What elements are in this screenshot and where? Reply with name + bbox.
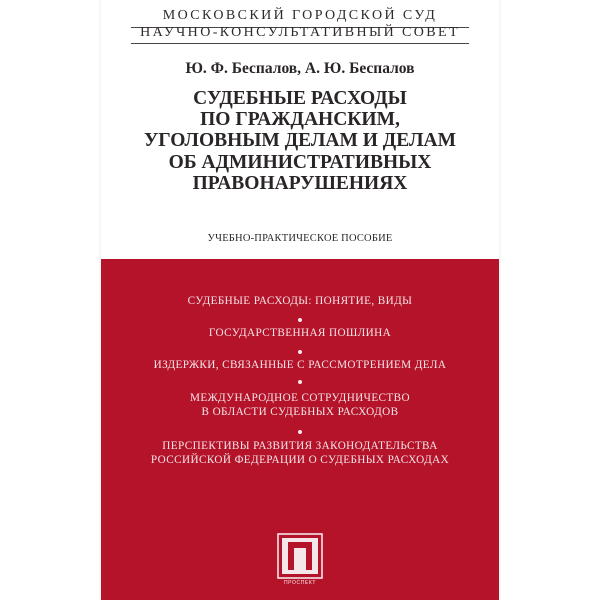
topic-item: МЕЖДУНАРОДНОЕ СОТРУДНИЧЕСТВО	[190, 392, 410, 404]
title-line: ПО ГРАЖДАНСКИМ,	[200, 109, 400, 131]
bullet-dot-icon	[298, 318, 302, 322]
title-line: ПРАВОНАРУШЕНИЯХ	[192, 172, 408, 194]
title-line: ОБ АДМИНИСТРАТИВНЫХ	[168, 151, 432, 173]
topic-item: В ОБЛАСТИ СУДЕБНЫХ РАСХОДОВ	[201, 406, 399, 418]
book-cover	[101, 0, 499, 600]
book-subtitle: УЧЕБНО-ПРАКТИЧЕСКОЕ ПОСОБИЕ	[207, 233, 393, 244]
prospekt-p-logo-icon	[276, 532, 324, 580]
council-name: НАУЧНО-КОНСУЛЬТАТИВНЫЙ СОВЕТ	[140, 25, 460, 40]
topic-item: ГОСУДАРСТВЕННАЯ ПОШЛИНА	[208, 327, 392, 339]
court-name: МОСКОВСКИЙ ГОРОДСКОЙ СУД	[162, 8, 438, 23]
book-title	[101, 88, 499, 194]
publisher-name: ПРОСПЕКТ	[283, 580, 316, 586]
topic-item: РОССИЙСКОЙ ФЕДЕРАЦИИ О СУДЕБНЫХ РАСХОДАХ	[150, 454, 450, 466]
header-rule-bottom	[131, 43, 469, 44]
topic-item: ИЗДЕРЖКИ, СВЯЗАННЫЕ С РАССМОТРЕНИЕМ ДЕЛА	[153, 359, 447, 371]
topic-item: СУДЕБНЫЕ РАСХОДЫ: ПОНЯТИЕ, ВИДЫ	[187, 295, 413, 307]
topic-item: ПЕРСПЕКТИВЫ РАЗВИТИЯ ЗАКОНОДАТЕЛЬСТВА	[162, 440, 438, 452]
bullet-dot-icon	[298, 430, 302, 434]
title-line: СУДЕБНЫЕ РАСХОДЫ	[193, 88, 407, 109]
authors: Ю. Ф. Беспалов, А. Ю. Беспалов	[185, 60, 415, 77]
title-line: УГОЛОВНЫМ ДЕЛАМ И ДЕЛАМ	[143, 130, 456, 152]
bullet-dot-icon	[298, 350, 302, 354]
topics-panel	[101, 259, 499, 600]
bullet-dot-icon	[298, 380, 302, 384]
